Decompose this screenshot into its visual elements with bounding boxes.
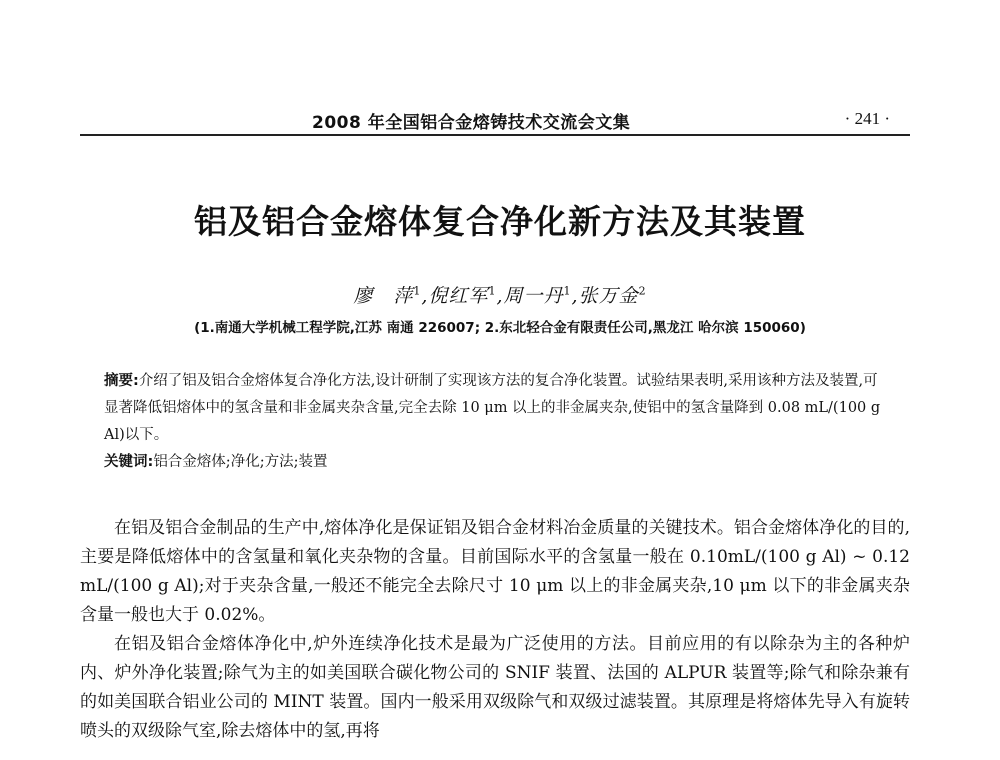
author-name: 周一丹 (503, 285, 564, 307)
keywords (104, 449, 892, 476)
author-list: 廖 萍$^1$,倪红军$^1$,周一丹$^1$,张万金$^2$ (353, 284, 647, 307)
abstract-text: 介绍了铝及铝合金熔体复合净化方法,设计研制了实现该方法的复合净化装置。试验结果表明,采用该种方法及装置,可显著降低铝熔体中的氢含量和非金属夹杂含量,完全去除 10 μm 以上的非金属夹杂,使铝中的氢含量降到 0.08 mL/(100 g Al)以下。 (104, 373, 881, 443)
running-header (80, 100, 910, 136)
abstract (104, 368, 892, 449)
abstract-label: 摘要: (104, 373, 139, 389)
body-paragraph: 在铝及铝合金制品的生产中,熔体净化是保证铝及铝合金材料冶金质量的关键技术。铝合金熔体净化的目的,主要是降低熔体中的含氢量和氧化夹杂物的含量。目前国际水平的含氢量一般在 0.10mL/(100 g Al) ~ 0.12 mL/(100 g Al);对于夹杂含量,一般还不能完全去除尺寸 10 μm 以上的非金属夹杂,10 μm 以下的非金属夹杂含量一般也大于 0.02%。 (80, 518, 910, 625)
page-number: · 241 · (844, 109, 890, 128)
paper-title: 铝及铝合金熔体复合净化新方法及其装置 (194, 202, 806, 241)
body-text (80, 514, 910, 746)
author-name: 倪红军 (428, 285, 489, 307)
keywords-text: 铝合金熔体;净化;方法;装置 (153, 454, 328, 470)
author-name: 廖 萍 (353, 285, 414, 307)
author-name: 张万金 (578, 285, 639, 307)
author-affiliation-mark: 2 (638, 284, 647, 298)
affiliations: (1.南通大学机械工程学院,江苏 南通 226007; 2.东北轻合金有限责任公司,黑龙江 哈尔滨 150060) (194, 320, 806, 336)
running-title: 2008 年全国铝合金熔铸技术交流会文集 (312, 113, 631, 133)
author-affiliation-mark: 1 (563, 284, 572, 298)
keywords-label: 关键词: (104, 454, 154, 470)
body-paragraph: 在铝及铝合金熔体净化中,炉外连续净化技术是最为广泛使用的方法。目前应用的有以除杂为主的各种炉内、炉外净化装置;除气为主的如美国联合碳化物公司的 SNIF 装置、法国的 ALPUR 装置等;除气和除杂兼有的如美国联合铝业公司的 MINT 装置。国内一般采用双级除气和双级过滤装置。其原理是将熔体先导入有旋转喷头的双级除气室,除去熔体中的氢,再将 (80, 634, 910, 741)
author-affiliation-mark: 1 (413, 284, 422, 298)
author-affiliation-mark: 1 (488, 284, 497, 298)
